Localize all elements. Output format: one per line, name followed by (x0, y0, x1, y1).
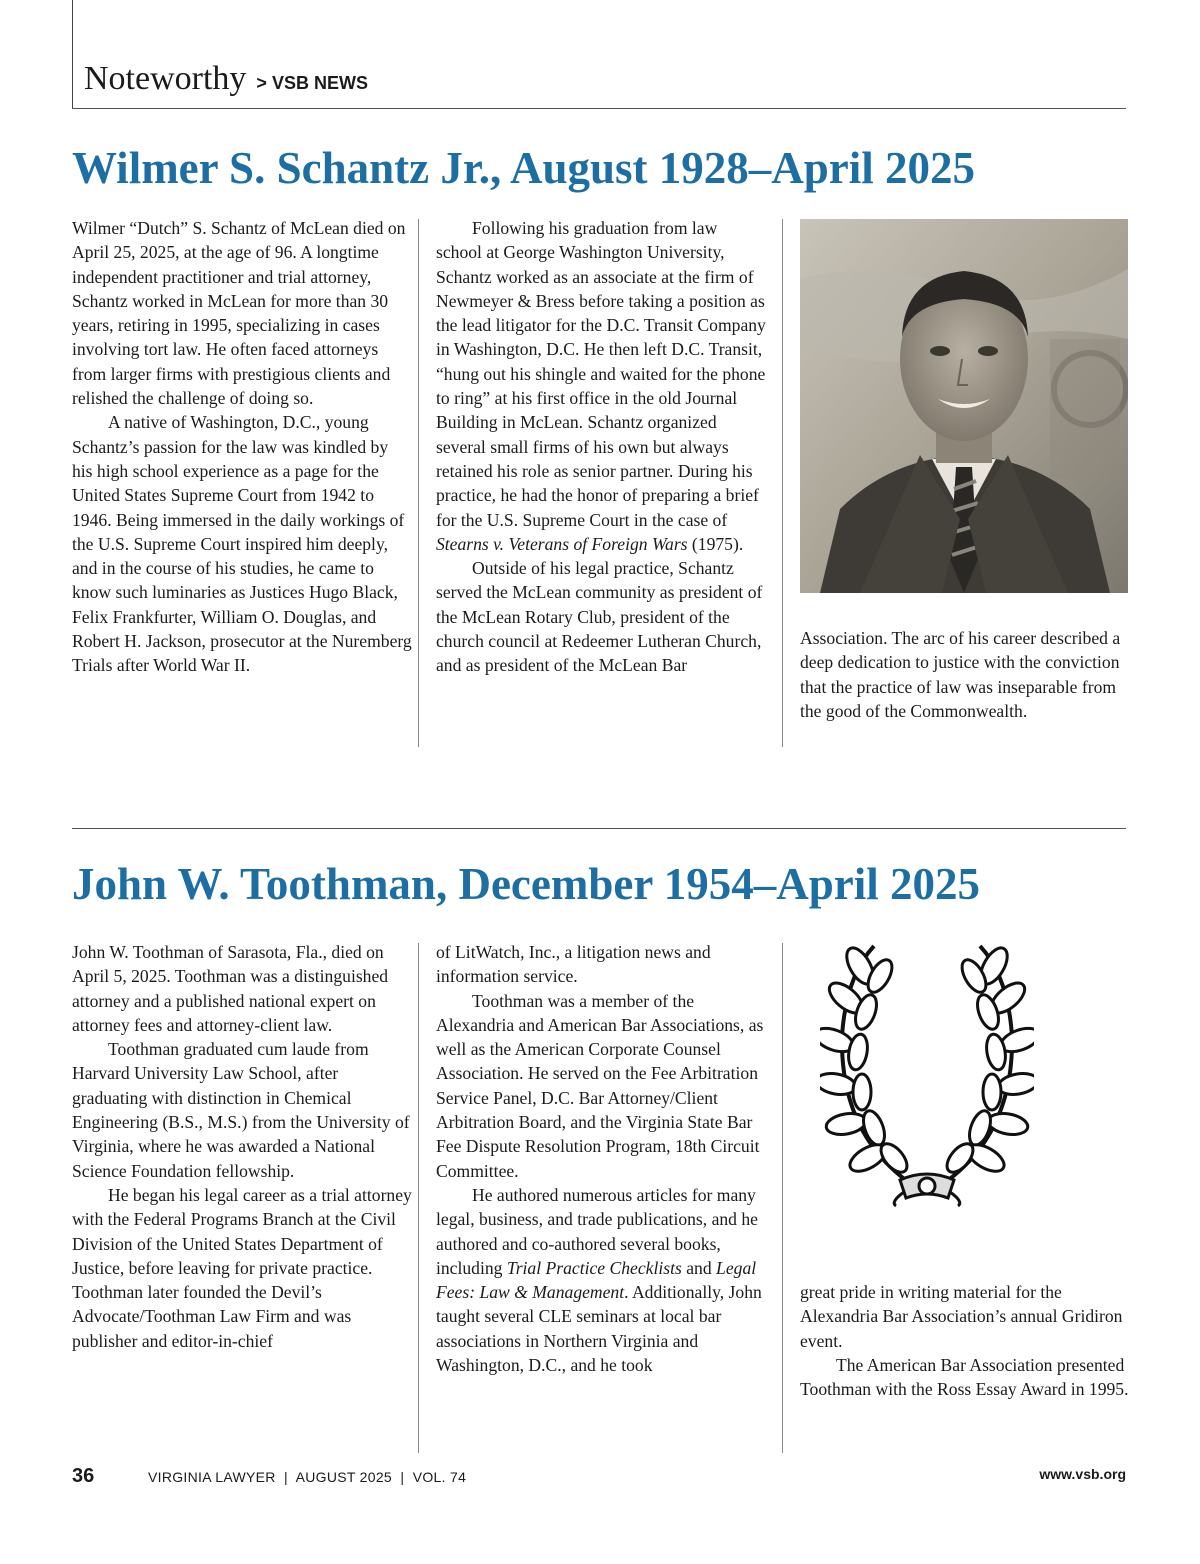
magazine-footer: VIRGINIA LAWYER | AUGUST 2025 | VOL. 74 (148, 1469, 467, 1485)
article1-text: (1975). (691, 533, 744, 554)
article2-column-3 (800, 1280, 1130, 1401)
book-title: Legal Fees: Law & Management (436, 1257, 757, 1303)
article2-column-1 (72, 940, 412, 1353)
article2-text: . Additionally, John taught several CLE seminars at local bar associations in Northern Virginia and Washington, D.C., and he took (436, 1282, 762, 1376)
article1-paragraph: Outside of his legal practice, Schantz served the McLean community as president of the McLean Rotary Club, president of the church council at Redeemer Lutheran Church, and as president of the McLean Bar (436, 558, 763, 676)
article2-paragraph (436, 1183, 766, 1377)
case-citation: Stearns v. Veterans of Foreign Wars (436, 533, 688, 554)
article1-title: Wilmer S. Schantz Jr., August 1928–April 2025 (72, 143, 976, 193)
laurel-wreath-illustration (820, 936, 1034, 1208)
subsection-label: VSB NEWS (271, 73, 368, 93)
article2-paragraph: John W. Toothman of Sarasota, Fla., died on April 5, 2025. Toothman was a distinguished attorney and a published national expert on attorney fees and attorney-client law. (72, 942, 389, 1035)
article2-paragraph: of LitWatch, Inc., a litigation news and information service. (436, 942, 711, 987)
column-divider (418, 219, 419, 747)
article1-column-2 (436, 216, 766, 678)
article2-paragraph: Toothman was a member of the Alexandria and American Bar Associations, as well as the American Corporate Counsel Association. He served on the Fee Arbitration Service Panel, D.C. Bar Attorney/Client Arbitration Board, and the Virginia State Bar Fee Dispute Resolution Program, 18th Circuit Committee. (436, 990, 764, 1181)
column-divider (782, 943, 783, 1453)
article1-column-3 (800, 626, 1130, 723)
header-vertical-rule (72, 0, 73, 108)
article-divider-rule (72, 828, 1126, 829)
section-name: Noteworthy (84, 60, 247, 97)
article1-paragraph: Wilmer “Dutch” S. Schantz of McLean died on April 25, 2025, at the age of 96. A longtime independent practitioner and trial attorney, Schantz worked in McLean for more than 30 years, retiring in 1995, specializing in cases involving tort law. He often faced attorneys from larger firms with prestigious clients and relished the challenge of doing so. (72, 218, 406, 409)
subsection-name (256, 73, 368, 93)
header-rule (72, 108, 1126, 109)
article1-column-1 (72, 216, 412, 678)
section-header (84, 60, 368, 98)
breadcrumb-separator: > (256, 73, 267, 93)
article2-paragraph: He began his legal career as a trial attorney with the Federal Programs Branch at the Civil Division of the United States Department of Justice, before leaving for private practice. Toothman later founded the Devil’s Advocate/Toothman Law Firm and was publisher and editor-in-chief (72, 1184, 412, 1351)
article1-paragraph (436, 216, 766, 556)
column-divider (418, 943, 419, 1453)
article2-column-2 (436, 940, 766, 1377)
website-link[interactable]: www.vsb.org (1039, 1466, 1126, 1482)
article1-paragraph: A native of Washington, D.C., young Schantz’s passion for the law was kindled by his high school experience as a page for the United States Supreme Court from 1942 to 1946. Being immersed in the daily workings of the U.S. Supreme Court inspired him deeply, and in the course of his studies, he came to know such luminaries as Justices Hugo Black, Felix Frankfurter, William O. Douglas, and Robert H. Jackson, prosecutor at the Nuremberg Trials after World War II. (72, 412, 412, 676)
article2-paragraph: The American Bar Association presented Toothman with the Ross Essay Award in 1995. (800, 1354, 1129, 1400)
article2-paragraph: Toothman graduated cum laude from Harvard University Law School, after graduating with distinction in Chemical Engineering (B.S., M.S.) from the University of Virginia, where he was awarded a National Science Foundation fellowship. (72, 1039, 410, 1181)
article1-paragraph: Association. The arc of his career described a deep dedication to justice with the conviction that the practice of law was inseparable from the good of the Commonwealth. (800, 628, 1121, 721)
article1-text: Following his graduation from law school at George Washington University, Schantz worked as an associate at the firm of Newmeyer & Bress before taking a position as the lead litigator for the D.C. Transit Company in Washington, D.C. He then left D.C. Transit, “hung out his shingle and waited for the phone to ring” at his first office in the old Journal Building in McLean. Schantz organized several small firms of his own but always retained his role as senior partner. During his practice, he had the honor of preparing a brief for the U.S. Supreme Court in the case of (436, 218, 766, 530)
article2-title: John W. Toothman, December 1954–April 2025 (72, 859, 981, 909)
schantz-portrait-photo (800, 219, 1128, 593)
article2-text: and (686, 1257, 712, 1278)
page-number: 36 (72, 1465, 95, 1487)
article2-paragraph: great pride in writing material for the Alexandria Bar Association’s annual Gridiron event. (800, 1282, 1123, 1351)
book-title: Trial Practice Checklists (506, 1257, 682, 1278)
article2-text: He authored numerous articles for many legal, business, and trade publications, and he authored and co-authored several books, including (436, 1184, 758, 1278)
column-divider (782, 219, 783, 747)
